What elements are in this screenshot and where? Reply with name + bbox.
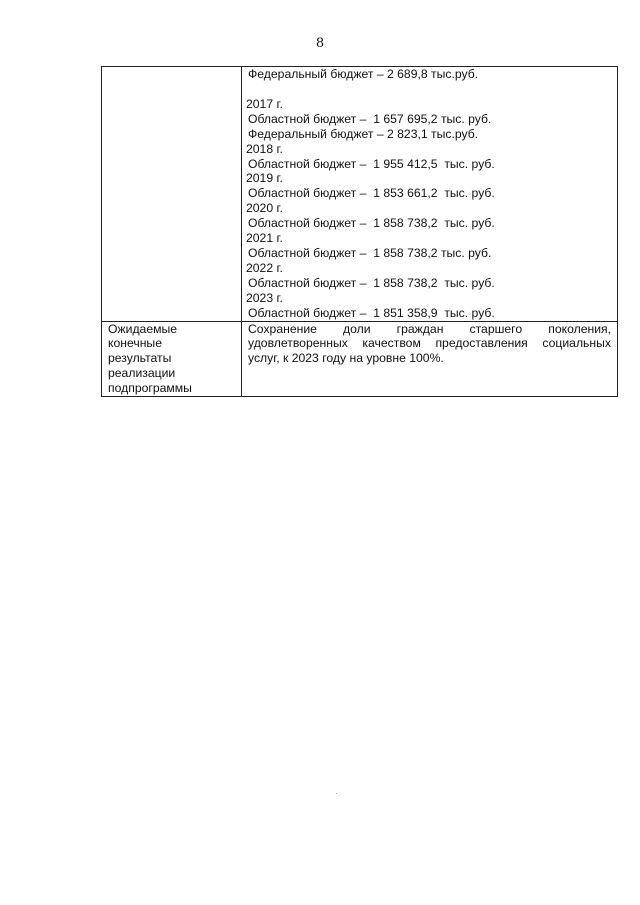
funding-line: Федеральный бюджет – 2 823,1 тыс.руб. [248,126,479,141]
results-row [102,321,618,397]
funding-year: 2021 г. [246,231,283,246]
funding-year: 2020 г. [246,201,283,216]
funding-line: Областной бюджет – 1 657 695,2 тыс. руб. [248,111,492,126]
funding-year: 2023 г. [246,290,283,305]
spacer [248,82,611,97]
results-text-cell: Сохранение доли граждан старшего поколения, удовлетворенных качеством предоставления социальных услуг, к 2023 году на уровне 100%. [242,321,618,397]
funding-label-cell [102,67,242,322]
funding-year: 2019 г. [246,171,283,186]
results-label-line: реализации [108,366,176,381]
funding-line: Федеральный бюджет – 2 689,8 тыс.руб. [248,67,479,81]
program-passport-table [101,66,618,397]
funding-year: 2022 г. [246,260,283,275]
funding-row [102,67,618,322]
funding-details-cell [242,67,618,322]
results-label-line: Ожидаемые [108,321,178,336]
scan-artifact [336,793,337,794]
funding-line: Областной бюджет – 1 858 738,2 тыс. руб. [248,216,495,231]
funding-line: Областной бюджет – 1 858 738,2 тыс. руб. [248,245,492,260]
funding-line: Областной бюджет – 1 853 661,2 тыс. руб. [248,186,495,201]
results-label-cell [102,321,242,397]
funding-year: 2018 г. [246,141,283,156]
results-label-line: результаты [108,351,172,366]
funding-line: Областной бюджет – 1 858 738,2 тыс. руб. [248,275,495,290]
page-number: 8 [315,36,325,51]
funding-line: Областной бюджет – 1 851 358,9 тыс. руб. [248,305,495,320]
funding-year: 2017 г. [246,96,283,111]
funding-line: Областной бюджет – 1 955 412,5 тыс. руб. [248,156,495,171]
results-label-line: конечные [108,336,162,351]
results-label-line: подпрограммы [108,381,192,396]
